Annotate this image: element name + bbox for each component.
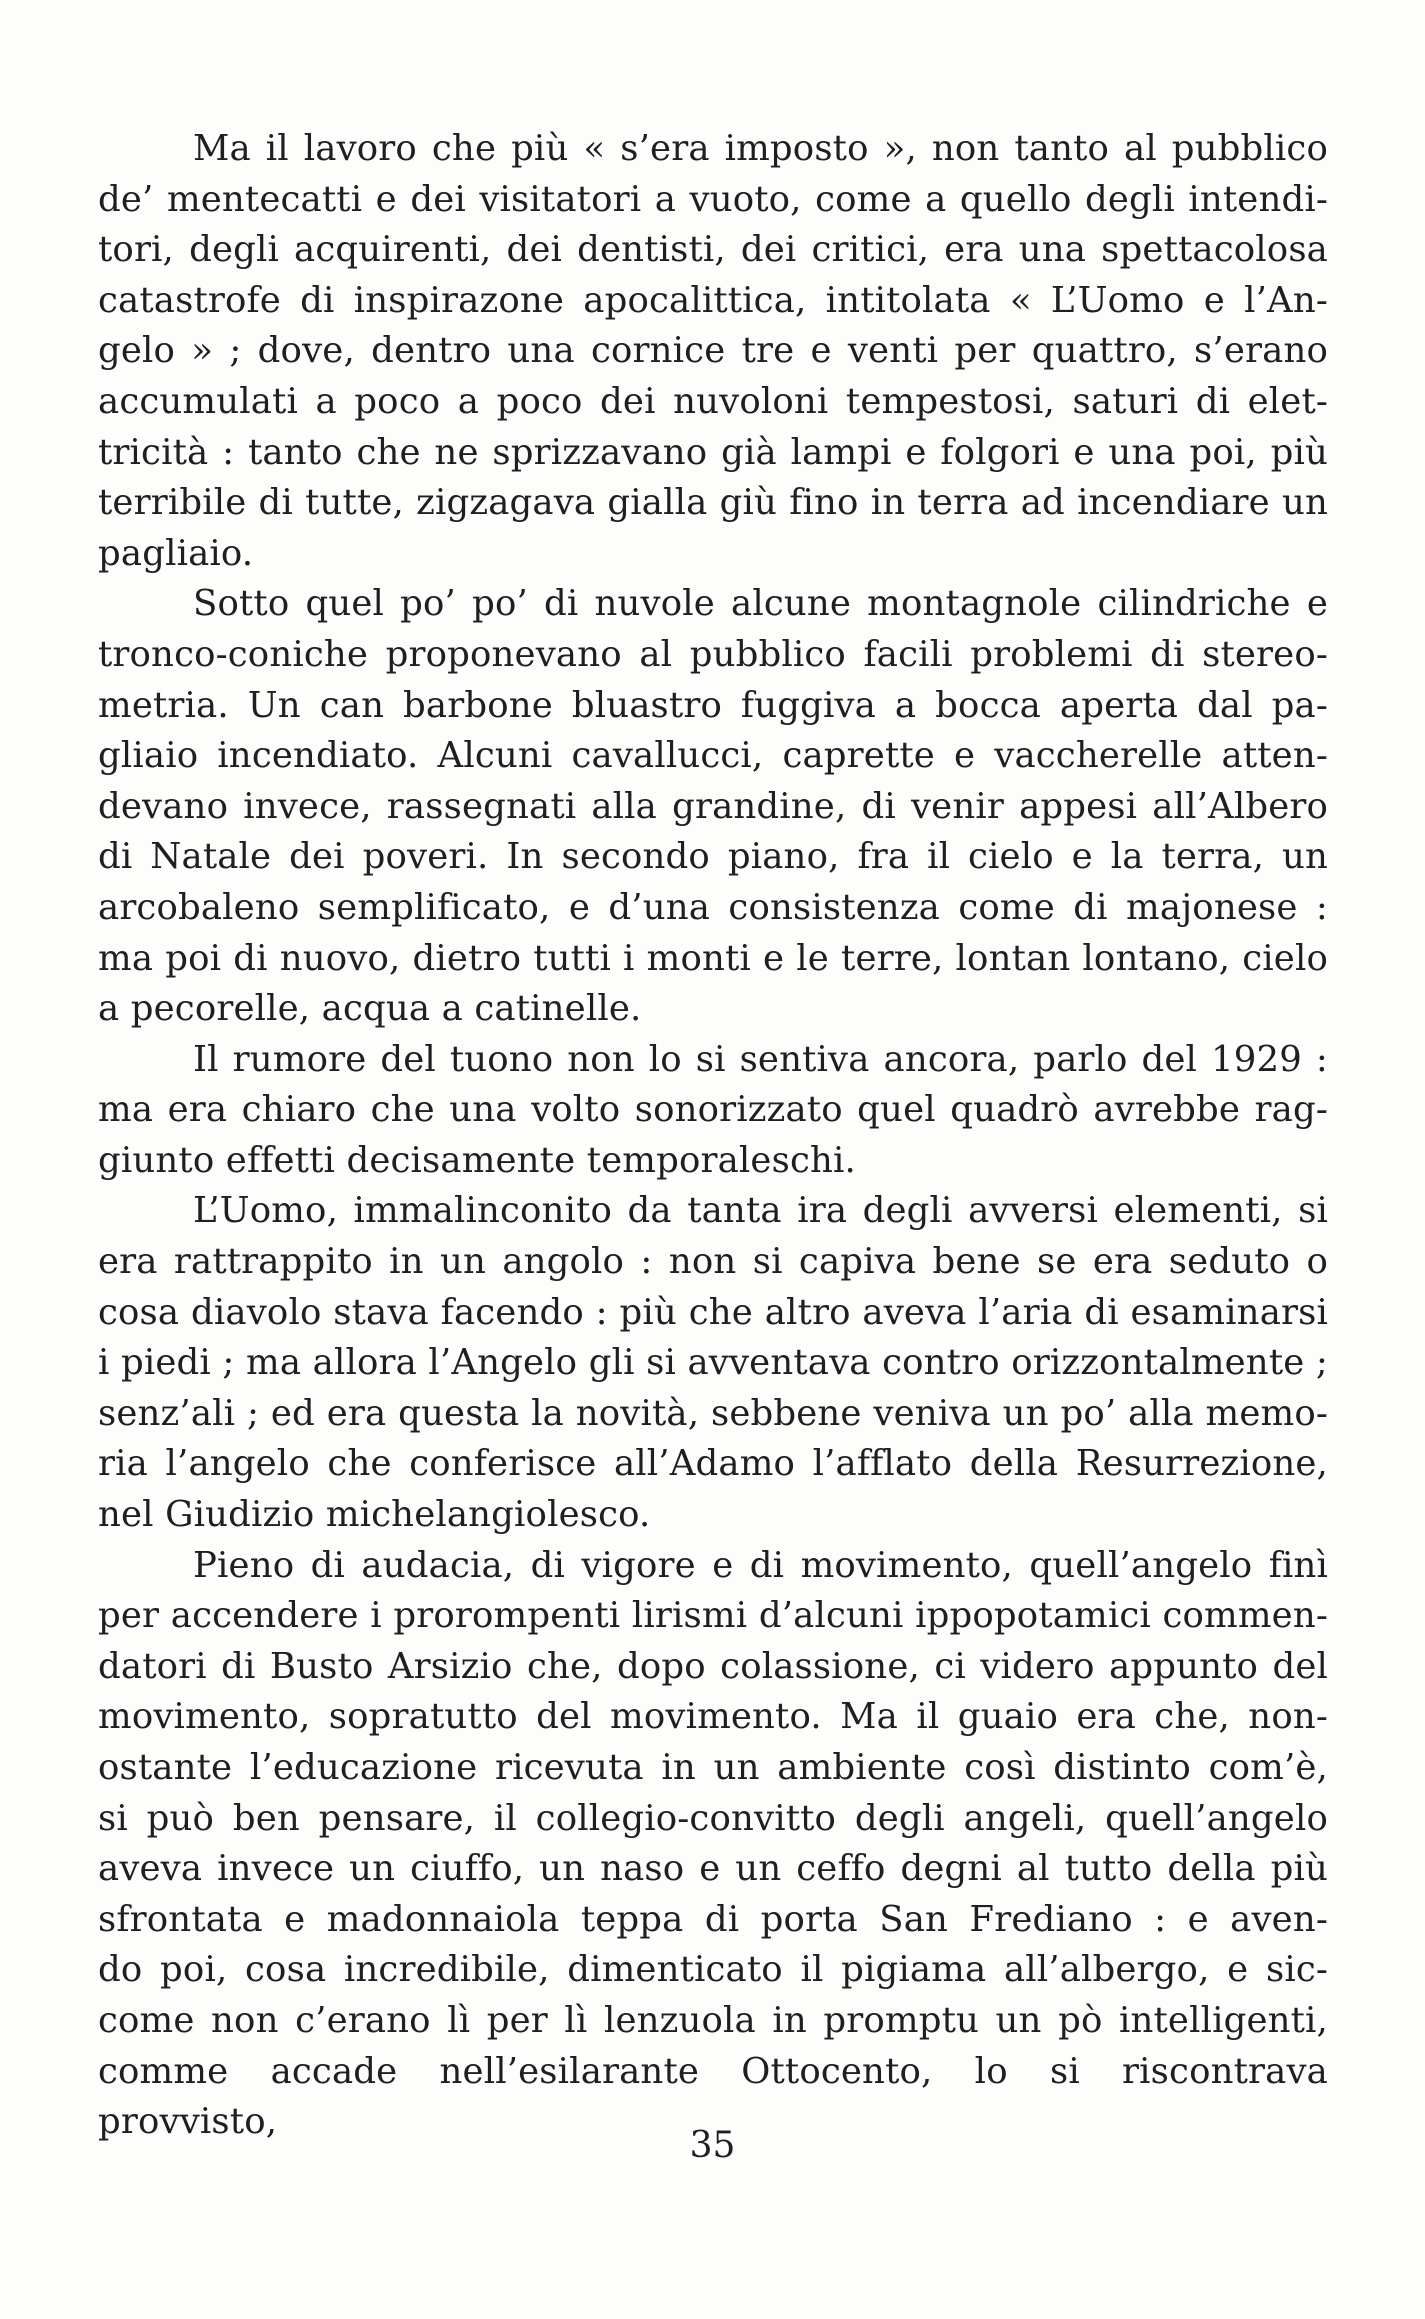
text-line: di Natale dei poveri. In secondo piano, fra il cielo e la terra, un [98, 836, 1328, 878]
text-line: Il rumore del tuono non lo si sentiva ancora, parlo del 1929 : [193, 1038, 1328, 1080]
text-line: per accendere i prorompenti lirismi d’alcuni ippopotamici commen- [98, 1595, 1328, 1637]
text-line: catastrofe di inspirazone apocalittica, intitolata « L’Uomo e l’An- [98, 279, 1328, 321]
text-line: gliaio incendiato. Alcuni cavallucci, caprette e vaccherelle atten- [98, 735, 1328, 777]
text-line: a pecorelle, acqua a catinelle. [98, 988, 642, 1030]
text-line: gelo » ; dove, dentro una cornice tre e venti per quattro, s’erano [98, 330, 1328, 372]
text-line: senz’ali ; ed era questa la novità, sebbene veniva un po’ alla memo- [98, 1392, 1328, 1434]
text-line: giunto effetti decisamente temporaleschi. [98, 1139, 856, 1181]
text-line: accumulati a poco a poco dei nuvoloni tempestosi, saturi di elet- [98, 380, 1328, 422]
text-line: ria l’angelo che conferisce all’Adamo l’afflato della Resurrezione, [98, 1443, 1328, 1485]
text-line: i piedi ; ma allora l’Angelo gli si avventava contro orizzontalmente ; [98, 1342, 1328, 1384]
text-line: cosa diavolo stava facendo : più che altro aveva l’aria di esaminarsi [98, 1291, 1328, 1333]
text-line: terribile di tutte, zigzagava gialla giù fino in terra ad incendiare un [98, 482, 1328, 524]
text-line: tori, degli acquirenti, dei dentisti, dei critici, era una spettacolosa [98, 229, 1328, 271]
text-line: comme accade nell’esilarante Ottocento, lo si riscontrava provvisto, [98, 2050, 1328, 2143]
text-line: era rattrappito in un angolo : non si capiva bene se era seduto o [98, 1241, 1328, 1283]
body-text [98, 124, 1328, 2148]
text-line: nel Giudizio michelangiolesco. [98, 1494, 651, 1536]
text-line: datori di Busto Arsizio che, dopo colassione, ci videro appunto del [98, 1645, 1328, 1687]
text-line: aveva invece un ciuffo, un naso e un ceffo degni al tutto della più [98, 1848, 1328, 1890]
text-line: Sotto quel po’ po’ di nuvole alcune montagnole cilindriche e [193, 583, 1328, 625]
text-line: tricità : tanto che ne sprizzavano già lampi e folgori e una poi, più [98, 431, 1328, 473]
text-line: Ma il lavoro che più « s’era imposto », non tanto al pubblico [193, 128, 1328, 169]
text-line: de’ mentecatti e dei visitatori a vuoto, come a quello degli intendi- [98, 178, 1328, 220]
text-line: movimento, sopratutto del movimento. Ma il guaio era che, non- [98, 1696, 1328, 1738]
text-line: pagliaio. [98, 532, 254, 574]
text-line: si può ben pensare, il collegio-convitto degli angeli, quell’angelo [98, 1797, 1328, 1839]
text-line: ostante l’educazione ricevuta in un ambiente così distinto com’è, [98, 1747, 1328, 1788]
page-number: 35 [689, 2125, 736, 2166]
text-line: L’Uomo, immalinconito da tanta ira degli avversi elementi, si [193, 1190, 1328, 1232]
text-line: tronco-coniche proponevano al pubblico facili problemi di stereo- [98, 633, 1328, 675]
text-line: do poi, cosa incredibile, dimenticato il pigiama all’albergo, e sic- [98, 1949, 1328, 1991]
text-line: metria. Un can barbone bluastro fuggiva a bocca aperta dal pa- [98, 684, 1328, 726]
text-line: devano invece, rassegnati alla grandine, di venir appesi all’Albero [98, 785, 1328, 827]
text-line: ma era chiaro che una volto sonorizzato quel quadrò avrebbe rag- [98, 1089, 1328, 1131]
text-line: arcobaleno semplificato, e d’una consistenza come di majonese : [98, 886, 1328, 928]
text-line: ma poi di nuovo, dietro tutti i monti e le terre, lontan lontano, cielo [98, 937, 1328, 979]
text-line: Pieno di audacia, di vigore e di movimento, quell’angelo finì [193, 1544, 1328, 1586]
text-line: come non c’erano lì per lì lenzuola in promptu un pò intelligenti, [98, 1999, 1328, 2041]
text-line: sfrontata e madonnaiola teppa di porta San Frediano : e aven- [98, 1898, 1328, 1940]
